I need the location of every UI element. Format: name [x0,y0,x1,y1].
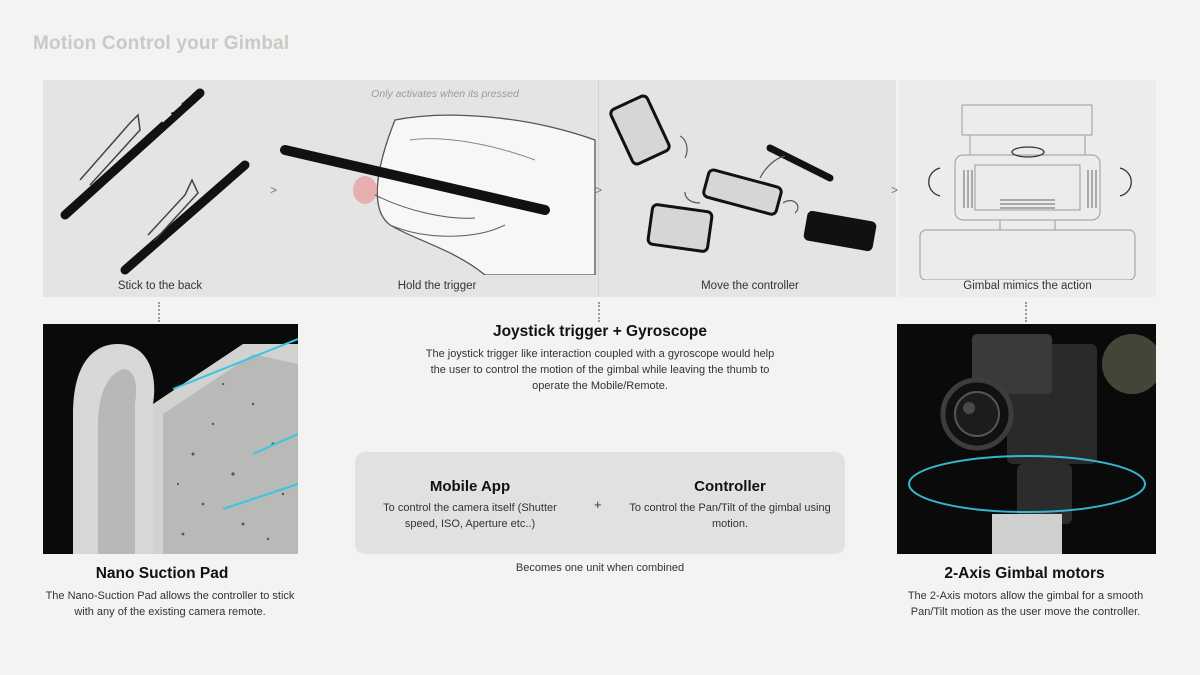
suction-description: The Nano-Suction Pad allows the controller to stick with any of the existing camera remote. [45,590,295,618]
controller-title: Controller [694,478,766,495]
gimbal-motors-photo [897,324,1156,554]
nano-suction-pad-photo [43,324,298,554]
step-arrow: > [270,183,278,197]
motors-heading: 2-Axis Gimbal motors [944,565,1105,582]
motors-description: The 2-Axis motors allow the gimbal for a smooth Pan/Tilt motion as the user move the controller. [907,590,1144,618]
step-arrow: > [891,183,899,197]
controller-description: To control the Pan/Tilt of the gimbal using motion. [629,502,831,530]
joystick-description: The joystick trigger like interaction coupled with a gyroscope would help the user to control the motion of the gimbal while leaving the thumb to operate the Mobile/Remote. [425,348,775,392]
gimbal-wireframe-illustration [900,100,1156,280]
joystick-heading: Joystick trigger + Gyroscope [492,323,708,340]
move-controller-illustration [605,88,890,268]
connector-dots [158,302,162,322]
combo-footer: Becomes one unit when combined [515,562,685,574]
step-caption-gimbal: Gimbal mimics the action [963,280,1092,292]
stick-illustration [50,85,260,275]
mobile-app-title: Mobile App [429,478,511,495]
step-arrow: > [595,183,603,197]
connector-dots [598,302,602,322]
connector-dots [1025,302,1029,322]
trigger-note: Only activates when its pressed [371,88,519,100]
step-caption-hold: Hold the trigger [397,280,477,292]
mobile-app-description: To control the camera itself (Shutter speed, ISO, Aperture etc..) [383,502,557,530]
step-caption-move: Move the controller [701,280,799,292]
step-caption-stick: Stick to the back [117,280,203,292]
hold-trigger-illustration [275,100,603,275]
page-title: Motion Control your Gimbal [33,33,290,54]
suction-heading: Nano Suction Pad [95,565,229,582]
plus-sign: + [594,497,602,512]
